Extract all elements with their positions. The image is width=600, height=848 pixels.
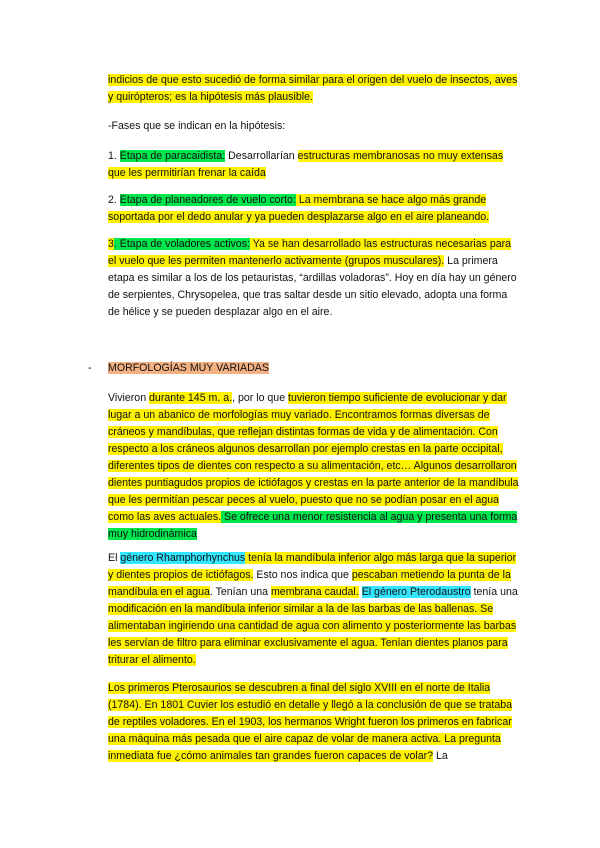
highlighted-text: membrana caudal. bbox=[270, 586, 359, 598]
highlighted-text: tenía la mandíbula inferior algo más larga que la superior y dientes propios de ictiófagos. bbox=[108, 552, 517, 581]
plain-text: El bbox=[108, 552, 121, 564]
paragraph-morphologies bbox=[108, 390, 520, 543]
highlighted-text: indicios de que esto sucedió de forma similar para el origen del vuelo de insectos, aves y quirópteros; es la hipótesis más plausible. bbox=[108, 74, 518, 103]
highlighted-text: En 1801 Cuvier los estudió en detalle y llegó a la conclusión de que se trataba de reptiles voladores. En el 1903, los hermanos Wright fueron los primeros en fabricar una máquina más pesada que el aire capaz de volar de manera activa. La pregunta inmediata fue ¿cómo animales tan grandes fueron capaces de volar? bbox=[108, 699, 513, 762]
plain-text: La primera etapa es similar a los de los petauristas, “ardillas voladoras”. Hoy en día hay un género de serpientes, Chrysopelea, que tras saltar desde un sitio elevado, adopta una forma de hélice y se pueden desplazar algo en el aire. bbox=[108, 255, 517, 318]
heading-bullet: - bbox=[88, 362, 92, 374]
paragraph-intro bbox=[108, 72, 520, 106]
genus-name: género Rhamphorhynchus bbox=[120, 552, 246, 564]
plain-text: 2. bbox=[108, 194, 120, 206]
phase-title: Etapa de paracaidista: bbox=[119, 150, 226, 162]
plain-text: Esto nos indica que bbox=[253, 569, 352, 581]
highlighted-text: Los primeros Pterosaurios se descubren a final del siglo XVIII en el norte de Italia (1784). bbox=[108, 682, 491, 711]
plain-text: , por lo que bbox=[232, 392, 289, 404]
plain-text: La bbox=[433, 750, 448, 762]
paragraph-phases-intro bbox=[108, 118, 520, 135]
highlighted-text: tuvieron tiempo suficiente de evolucionar y dar lugar a un abanico de morfologías muy variado. Encontramos formas diversas de cráneos y mandíbulas, que reflejan distintas formas de vida y de alimentación. Con respecto a los cráneos algunos desarrollan por ejemplo crestas en la parte occipital, diferentes tipos de dientes con respecto a su alimentación, etc… Algunos desarrollaron dientes puntiagudos propios de ictiófagos y crestas en la parte anterior de la mandíbula que les permitían pescar peces al vuelo, puesto que no se podían posar en el agua como las aves actuales. bbox=[108, 392, 519, 523]
highlighted-text: modificación en la mandíbula inferior similar a la de las barbas de las ballenas. Se alimentaban ingiriendo una cantidad de agua con alimento y posteriormente las barbas les servían de filtro para eliminar exclusivamente el agua. Tenían dientes planos para triturar el alimento. bbox=[108, 603, 517, 666]
paragraph-phase-3 bbox=[108, 236, 520, 321]
paragraph-genera bbox=[108, 550, 520, 669]
genus-name: El género Pterodaustro bbox=[361, 586, 471, 598]
plain-text: tenía una bbox=[470, 586, 518, 598]
heading-text: MORFOLOGÍAS MUY VARIADAS bbox=[108, 362, 269, 374]
paragraph-phase-1 bbox=[108, 148, 520, 182]
plain-text: 1. bbox=[108, 150, 120, 162]
highlighted-text: las estructuras necesarias para el vuelo que les permiten mantenerlo activamente (grupos musculares). bbox=[108, 238, 512, 267]
highlighted-text: pescaban metiendo la punta de la mandíbula en el agua bbox=[108, 569, 511, 598]
plain-text: Desarrollarían bbox=[225, 150, 298, 162]
paragraph-discovery bbox=[108, 680, 520, 765]
green-highlight-text: Se ofrece una menor resistencia al agua y presenta una forma muy hidrodinámica bbox=[108, 511, 518, 540]
highlighted-text: 3 bbox=[108, 238, 114, 250]
paragraph-phase-2 bbox=[108, 192, 520, 226]
highlighted-text: estructuras membranosas no muy extensas que les permitirían frenar la caída bbox=[108, 150, 504, 179]
section-heading bbox=[108, 360, 520, 377]
phase-title: . Etapa de voladores activos: bbox=[113, 238, 250, 250]
highlighted-text: Ya se han desarrollado bbox=[249, 238, 364, 250]
highlighted-text: La membrana se hace algo más grande soportada por el dedo anular y ya pueden desplazarse algo en el aire planeando. bbox=[108, 194, 490, 223]
plain-text: . Tenían una bbox=[209, 586, 271, 598]
plain-text: Vivieron bbox=[108, 392, 150, 404]
phase-title: Etapa de planeadores de vuelo corto: bbox=[119, 194, 296, 206]
highlighted-text: durante 145 m. a. bbox=[149, 392, 233, 404]
plain-text: -Fases que se indican en la hipótesis: bbox=[108, 120, 286, 132]
